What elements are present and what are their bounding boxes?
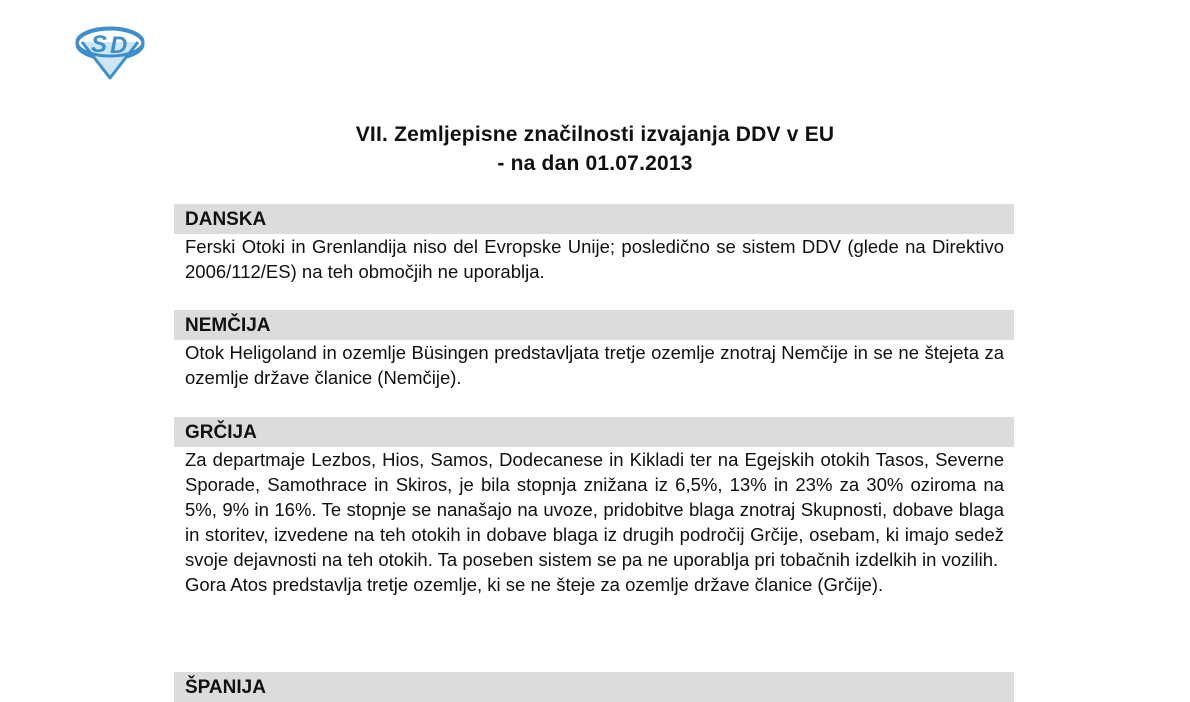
section-spanija (174, 672, 1014, 702)
section-grcija (174, 417, 1014, 597)
section-nemcija (174, 310, 1014, 390)
section-heading: GRČIJA (174, 417, 1014, 447)
title-line-2: - na dan 01.07.2013 (497, 152, 693, 175)
title-line-1: VII. Zemljepisne značilnosti izvajanja DDV v EU (355, 123, 835, 146)
svg-text:D: D (110, 32, 128, 59)
section-heading: NEMČIJA (174, 310, 1014, 340)
page-title (0, 120, 1190, 178)
section-danska (174, 204, 1014, 284)
svg-text:S: S (91, 31, 108, 58)
section-heading: DANSKA (174, 204, 1014, 234)
section-paragraph: Za departmaje Lezbos, Hios, Samos, Dodecanese in Kikladi ter na Egejskih otokih Tasos, Severne Sporade, Samothrace in Skiros, je bila stopnja znižana iz 6,5%, 13% in 23% za 30% oziroma na 5%, 9% in 16%. Te stopnje se nanašajo na uvoze, pridobitve blaga znotraj Skupnosti, dobave blaga in storitev, izvedene na teh otokih in dobave blaga iz drugih področij Grčije, osebam, ki imajo sedež svoje dejavnosti na teh otokih. Ta poseben sistem se pa ne uporablja pri tobačnih izdelkih in vozilih. (185, 449, 1004, 570)
section-heading: ŠPANIJA (174, 672, 1014, 702)
section-paragraph: Otok Heligoland in ozemlje Büsingen predstavljata tretje ozemlje znotraj Nemčije in se ne štejeta za ozemlje države članice (Nemčije). (185, 342, 1004, 388)
section-paragraph: Ferski Otoki in Grenlandija niso del Evropske Unije; posledično se sistem DDV (glede na Direktivo 2006/112/ES) na teh območjih ne uporablja. (185, 236, 1004, 282)
section-paragraph: Gora Atos predstavlja tretje ozemlje, ki se ne šteje za ozemlje države članice (Grčije). (185, 574, 884, 595)
sd-logo-icon (74, 22, 146, 80)
